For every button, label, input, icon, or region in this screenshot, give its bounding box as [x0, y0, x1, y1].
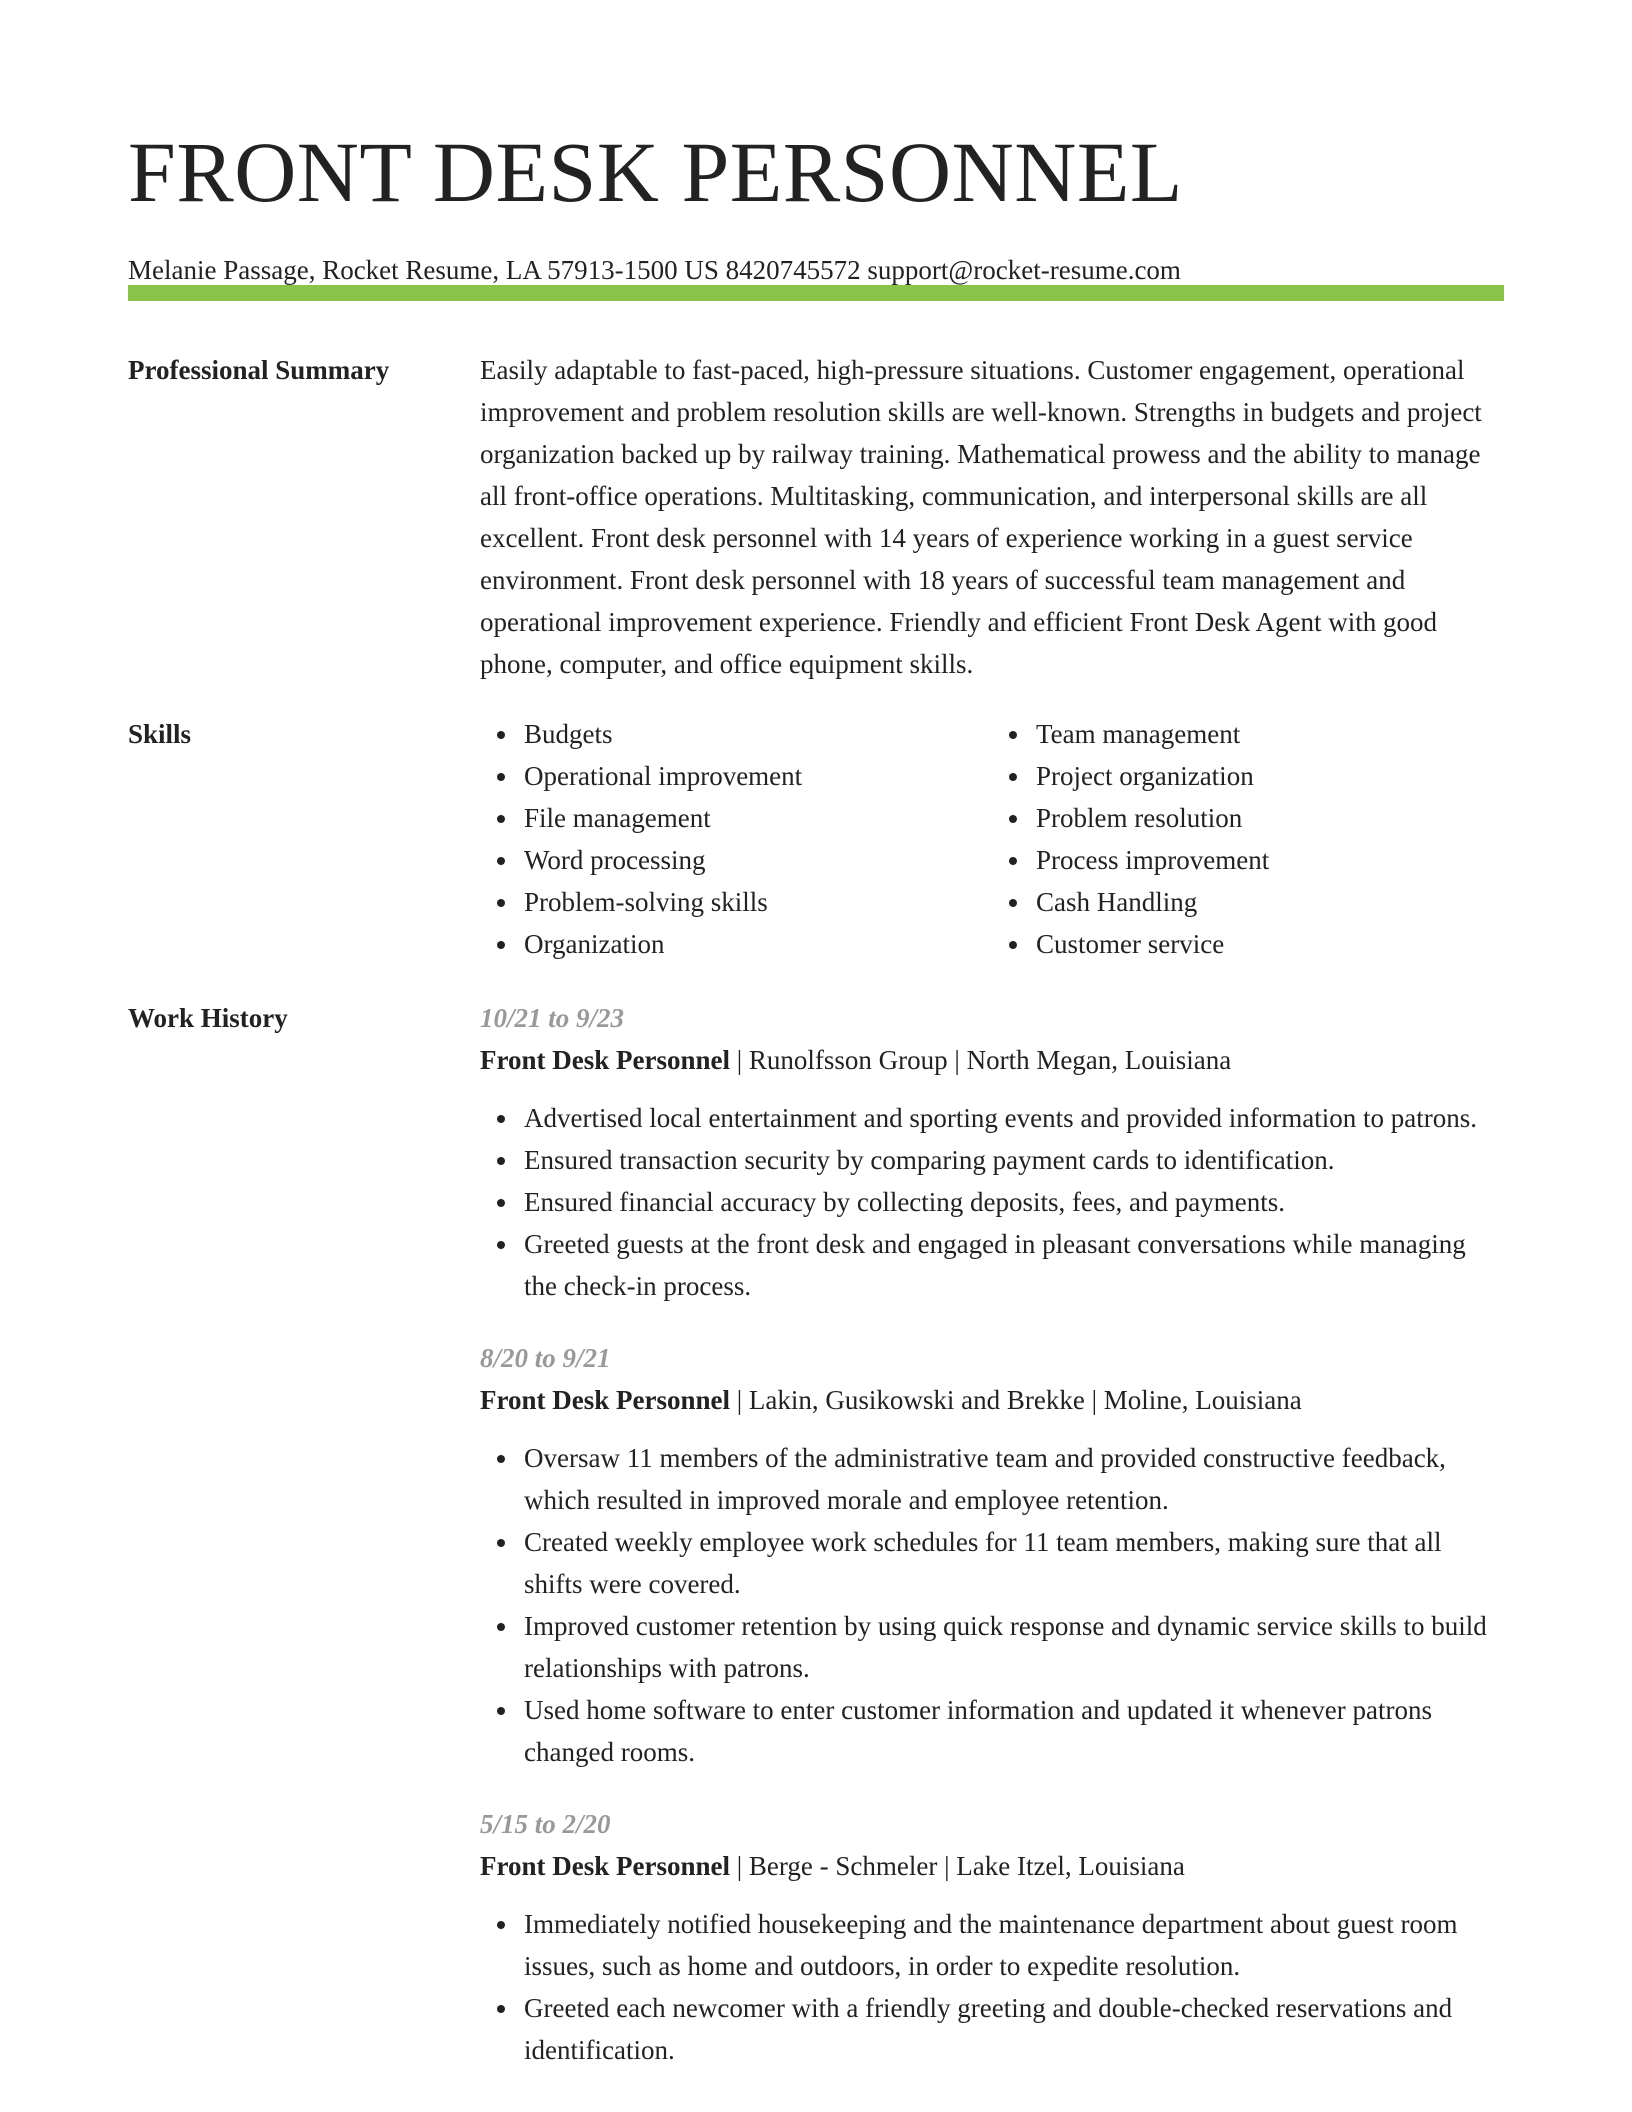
job-duty: Improved customer retention by using quick response and dynamic service skills to build relationships with patrons.	[524, 1605, 1504, 1689]
job-location: North Megan, Louisiana	[966, 1045, 1232, 1075]
skill-item: Customer service	[1036, 923, 1504, 965]
skills-body	[480, 713, 1504, 965]
job-separator: |	[1084, 1385, 1104, 1415]
skill-item: Team management	[1036, 713, 1504, 755]
job-title: Front Desk Personnel	[480, 1851, 730, 1881]
job-duties	[480, 1903, 1504, 2071]
job-duty: Created weekly employee work schedules for 11 team members, making sure that all shifts were covered.	[524, 1521, 1504, 1605]
skill-item: Problem resolution	[1036, 797, 1504, 839]
job-duty: Oversaw 11 members of the administrative team and provided constructive feedback, which resulted in improved morale and employee retention.	[524, 1437, 1504, 1521]
skill-item: Budgets	[524, 713, 992, 755]
job-company: Runolfsson Group	[748, 1045, 948, 1075]
job-location: Moline, Louisiana	[1103, 1385, 1302, 1415]
summary-body	[480, 349, 1504, 685]
skill-item: Word processing	[524, 839, 992, 881]
job-duties	[480, 1097, 1504, 1307]
skill-item: Organization	[524, 923, 992, 965]
job-heading	[480, 1039, 1504, 1081]
contact-line: Melanie Passage, Rocket Resume, LA 57913-1500 US 8420745572 support@rocket-resume.com	[128, 255, 1181, 285]
skill-item: Operational improvement	[524, 755, 992, 797]
skill-item: Project organization	[1036, 755, 1504, 797]
resume-name: FRONT DESK PERSONNEL	[128, 124, 1183, 220]
work-history-heading: Work History	[128, 1003, 288, 1033]
header-divider	[128, 285, 1504, 301]
job-entry	[480, 997, 1504, 1307]
resume-header	[128, 122, 1504, 290]
job-duty: Advertised local entertainment and sporting events and provided information to patrons.	[524, 1097, 1504, 1139]
skills-column-right	[992, 713, 1504, 965]
summary-text: Easily adaptable to fast-paced, high-pressure situations. Customer engagement, operational improvement and problem resolution skills are well-known. Strengths in budgets and project organization backed up by railway training. Mathematical prowess and the ability to manage all front-office operations. Multitasking, communication, and interpersonal skills are all excellent. Front desk personnel with 14 years of experience working in a guest service environment. Front desk personnel with 18 years of successful team management and operational improvement experience. Friendly and efficient Front Desk Agent with good phone, computer, and office equipment skills.	[480, 355, 1482, 679]
job-duty: Greeted each newcomer with a friendly greeting and double-checked reservations and identification.	[524, 1987, 1504, 2071]
job-dates: 10/21 to 9/23	[480, 1003, 625, 1033]
job-duty: Used home software to enter customer information and updated it whenever patrons changed rooms.	[524, 1689, 1504, 1773]
job-duty: Ensured transaction security by comparing payment cards to identification.	[524, 1139, 1504, 1181]
work-history-body	[480, 997, 1504, 2101]
job-entry	[480, 1803, 1504, 2071]
job-company: Berge - Schmeler	[748, 1851, 938, 1881]
job-title: Front Desk Personnel	[480, 1045, 730, 1075]
job-dates: 5/15 to 2/20	[480, 1809, 611, 1839]
job-separator: |	[730, 1851, 749, 1881]
skill-item: File management	[524, 797, 992, 839]
skills-columns	[480, 713, 1504, 965]
job-duties	[480, 1437, 1504, 1773]
job-heading	[480, 1379, 1504, 1421]
summary-heading: Professional Summary	[128, 355, 390, 385]
skill-item: Cash Handling	[1036, 881, 1504, 923]
job-duty: Ensured financial accuracy by collecting deposits, fees, and payments.	[524, 1181, 1504, 1223]
job-duty: Immediately notified housekeeping and the maintenance department about guest room issues, such as home and outdoors, in order to expedite resolution.	[524, 1903, 1504, 1987]
job-location: Lake Itzel, Louisiana	[956, 1851, 1185, 1881]
job-entry	[480, 1337, 1504, 1773]
job-separator: |	[937, 1851, 957, 1881]
job-separator: |	[730, 1045, 749, 1075]
job-heading	[480, 1845, 1504, 1887]
skill-item: Problem-solving skills	[524, 881, 992, 923]
skills-column-left	[480, 713, 992, 965]
job-duty: Greeted guests at the front desk and engaged in pleasant conversations while managing the check-in process.	[524, 1223, 1504, 1307]
job-title: Front Desk Personnel	[480, 1385, 730, 1415]
job-separator: |	[947, 1045, 967, 1075]
job-separator: |	[730, 1385, 749, 1415]
job-company: Lakin, Gusikowski and Brekke	[748, 1385, 1085, 1415]
skills-heading: Skills	[128, 719, 192, 749]
job-dates: 8/20 to 9/21	[480, 1343, 611, 1373]
skill-item: Process improvement	[1036, 839, 1504, 881]
